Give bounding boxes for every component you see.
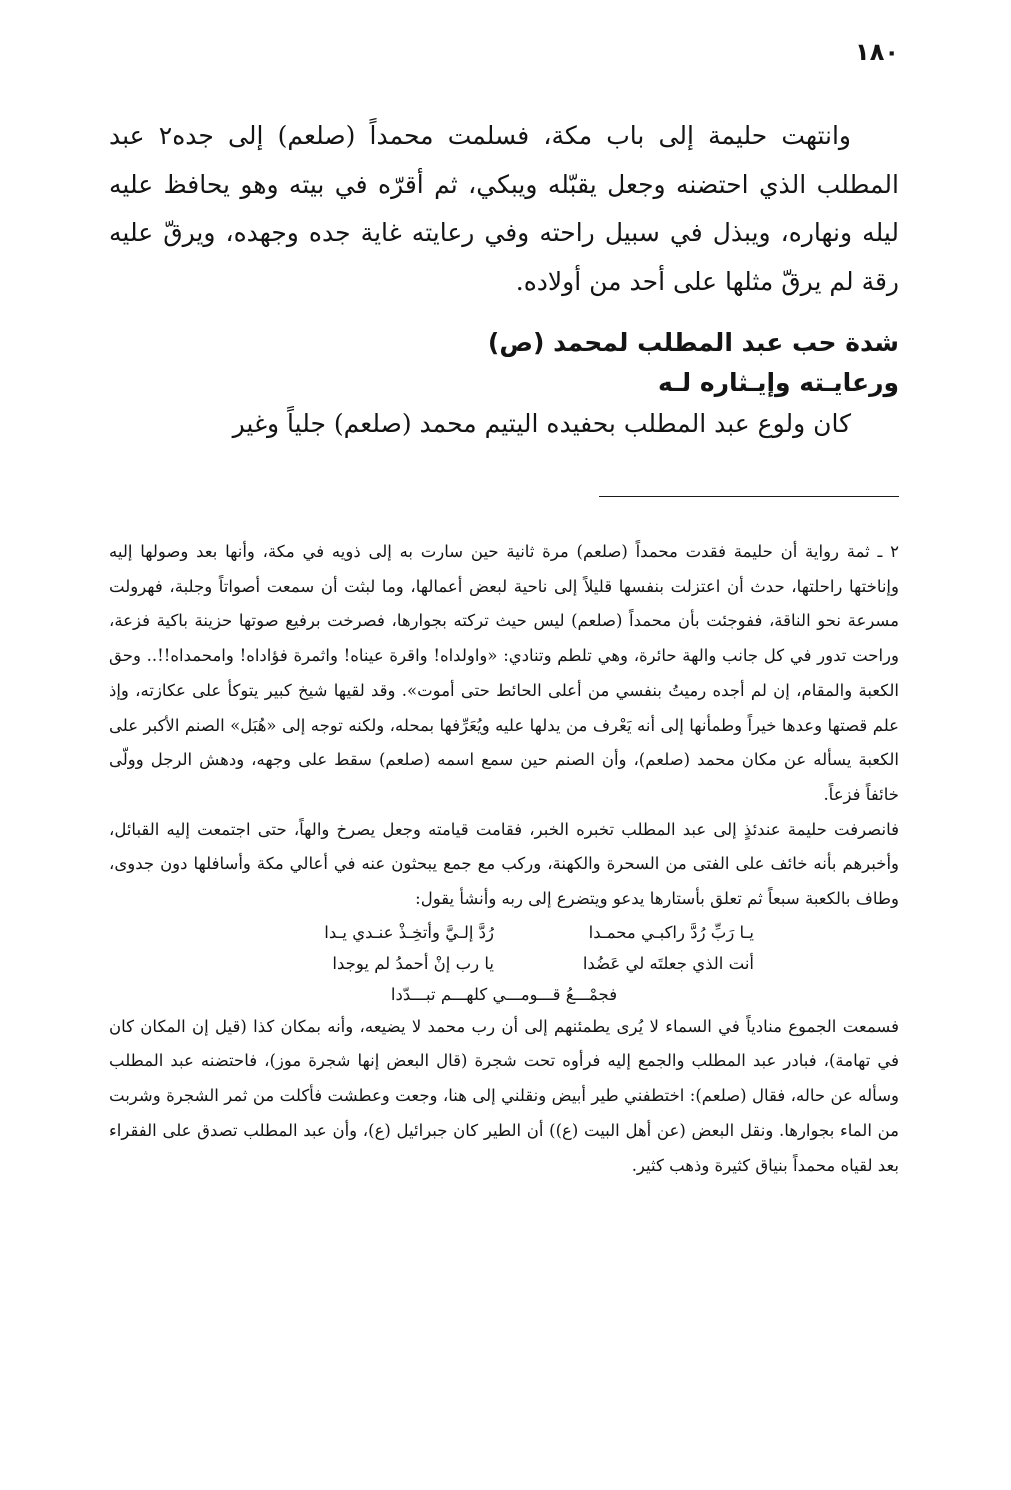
footnote-separator bbox=[599, 496, 899, 497]
verse-row-1 bbox=[254, 917, 754, 948]
verse-1-second-hemistich: رُدَّ إلـيَّ وأتخِـذْ عنـدي يـدا bbox=[324, 922, 494, 942]
footnote-paragraph-3: فسمعت الجموع منادياً في السماء لا يُرى يطمئنهم إلى أن رب محمد لا يضيعه، وأنه بمكان كذا (قيل إن المكان كان في تهامة)، فبادر عبد المطلب والجمع إليه فرأوه تحت شجرة (قال البعض إنها شجرة موز)، فاحتضنه عبد المطلب وسأله عن حاله، فقال (صلعم): اختطفني طير أبيض ونقلني إلى هنا، وجعت وعطشت فأكلت من ثمر الشجرة وشربت من الماء بجوارها. ونقل البعض (عن أهل البيت (ع)) أن الطير كان جبرائيل (ع)، وأن عبد المطلب تصدق على الفقراء بعد لقياه محمداً بنياق كثيرة وذهب كثير. bbox=[109, 1016, 899, 1175]
verse-1-first-hemistich: يـا رَبِّ رُدَّ راكبـي محمـدا bbox=[588, 922, 754, 942]
verse-row-3: فجمْـــعُ قـــومـــي كلهـــم تبـــدّدا bbox=[390, 984, 618, 1004]
section-heading-line-1: شدة حب عبد المطلب لمحمد (ص) bbox=[487, 328, 899, 357]
section-heading-line-2: ورعايـته وإيـثاره لـه bbox=[658, 368, 899, 397]
main-text bbox=[109, 112, 899, 306]
verse-2-second-hemistich: يا رب إنْ أحمدُ لم يوجدا bbox=[332, 953, 494, 973]
footnote-paragraph-1: ٢ ـ ثمة رواية أن حليمة فقدت محمداً (صلعم) مرة ثانية حين سارت به إلى ذويه في مكة، وأنها بعد وصولها إليه وإناختها راحلتها، حدث أن اعتزلت بنفسها قليلاً إلى ناحية لبعض أعمالها، وما لبثت أن سمعت أصواتاً وجلبة، فهرولت مسرعة نحو الناقة، ففوجئت بأن محمداً (صلعم) ليس حيث تركته بجوارها، فصرخت برفيع صوتها حزينة باكية فزعة، وراحت تدور في كل جانب والهة حائرة، وهي تلطم وتنادي: «واولداه! واقرة عيناه! واثمرة فؤاداه! وامحمداه!!.. وحق الكعبة والمقام، إن لم أجده رميتُ بنفسي من أعلى الحائط حتى أموت». وقد لقيها شيخ كبير يتوكأ على عكازته، وإذ علم قصتها وعدها خيراً وطمأنها إلى أنه يَعْرف من يدلها عليه ويُعَرِّفها بمحله، ولكنه توجه إلى «هُبَل» الصنم الأكبر على الكعبة يسأله عن مكان محمد (صلعم)، وأن الصنم حين سمع اسمه (صلعم) سقط على وجهه، ودهش الرجل وولّى خائفاً فزعاً. bbox=[109, 542, 899, 804]
poem-verse bbox=[254, 917, 754, 1010]
page-number: ١٨٠ bbox=[855, 38, 899, 66]
footnote bbox=[109, 535, 899, 1183]
main-paragraph-1: وانتهت حليمة إلى باب مكة، فسلمت محمداً (صلعم) إلى جده٢ عبد المطلب الذي احتضنه وجعل يقبّله ويبكي، ثم أقرّه في بيته وهو يحافظ عليه ليله ونهاره، ويبذل في سبيل راحته وفي رعايته غاية جده وجهده، ويرقّ عليه رقة لم يرقّ مثلها على أحد من أولاده. bbox=[109, 121, 899, 296]
verse-row-2 bbox=[254, 948, 754, 979]
verse-2-first-hemistich: أنت الذي جعلتَه لي عَضُدا bbox=[582, 953, 754, 973]
section-heading bbox=[109, 323, 899, 403]
main-paragraph-2: كان ولوع عبد المطلب بحفيده اليتيم محمد (صلعم) جلياً وغير bbox=[232, 409, 851, 438]
footnote-paragraph-2: فانصرفت حليمة عندئذٍ إلى عبد المطلب تخبره الخبر، فقامت قيامته وجعل يصرخ والهاً، حتى اجتمعت إليه القبائل، وأخبرهم بأنه خائف على الفتى من السحرة والكهنة، وركب مع جمع يبحثون عنه في أعالي مكة وأسافلها دون جدوى، وطاف بالكعبة سبعاً ثم تعلق بأستارها يدعو ويتضرع إلى ربه وأنشأ يقول: bbox=[109, 819, 899, 909]
